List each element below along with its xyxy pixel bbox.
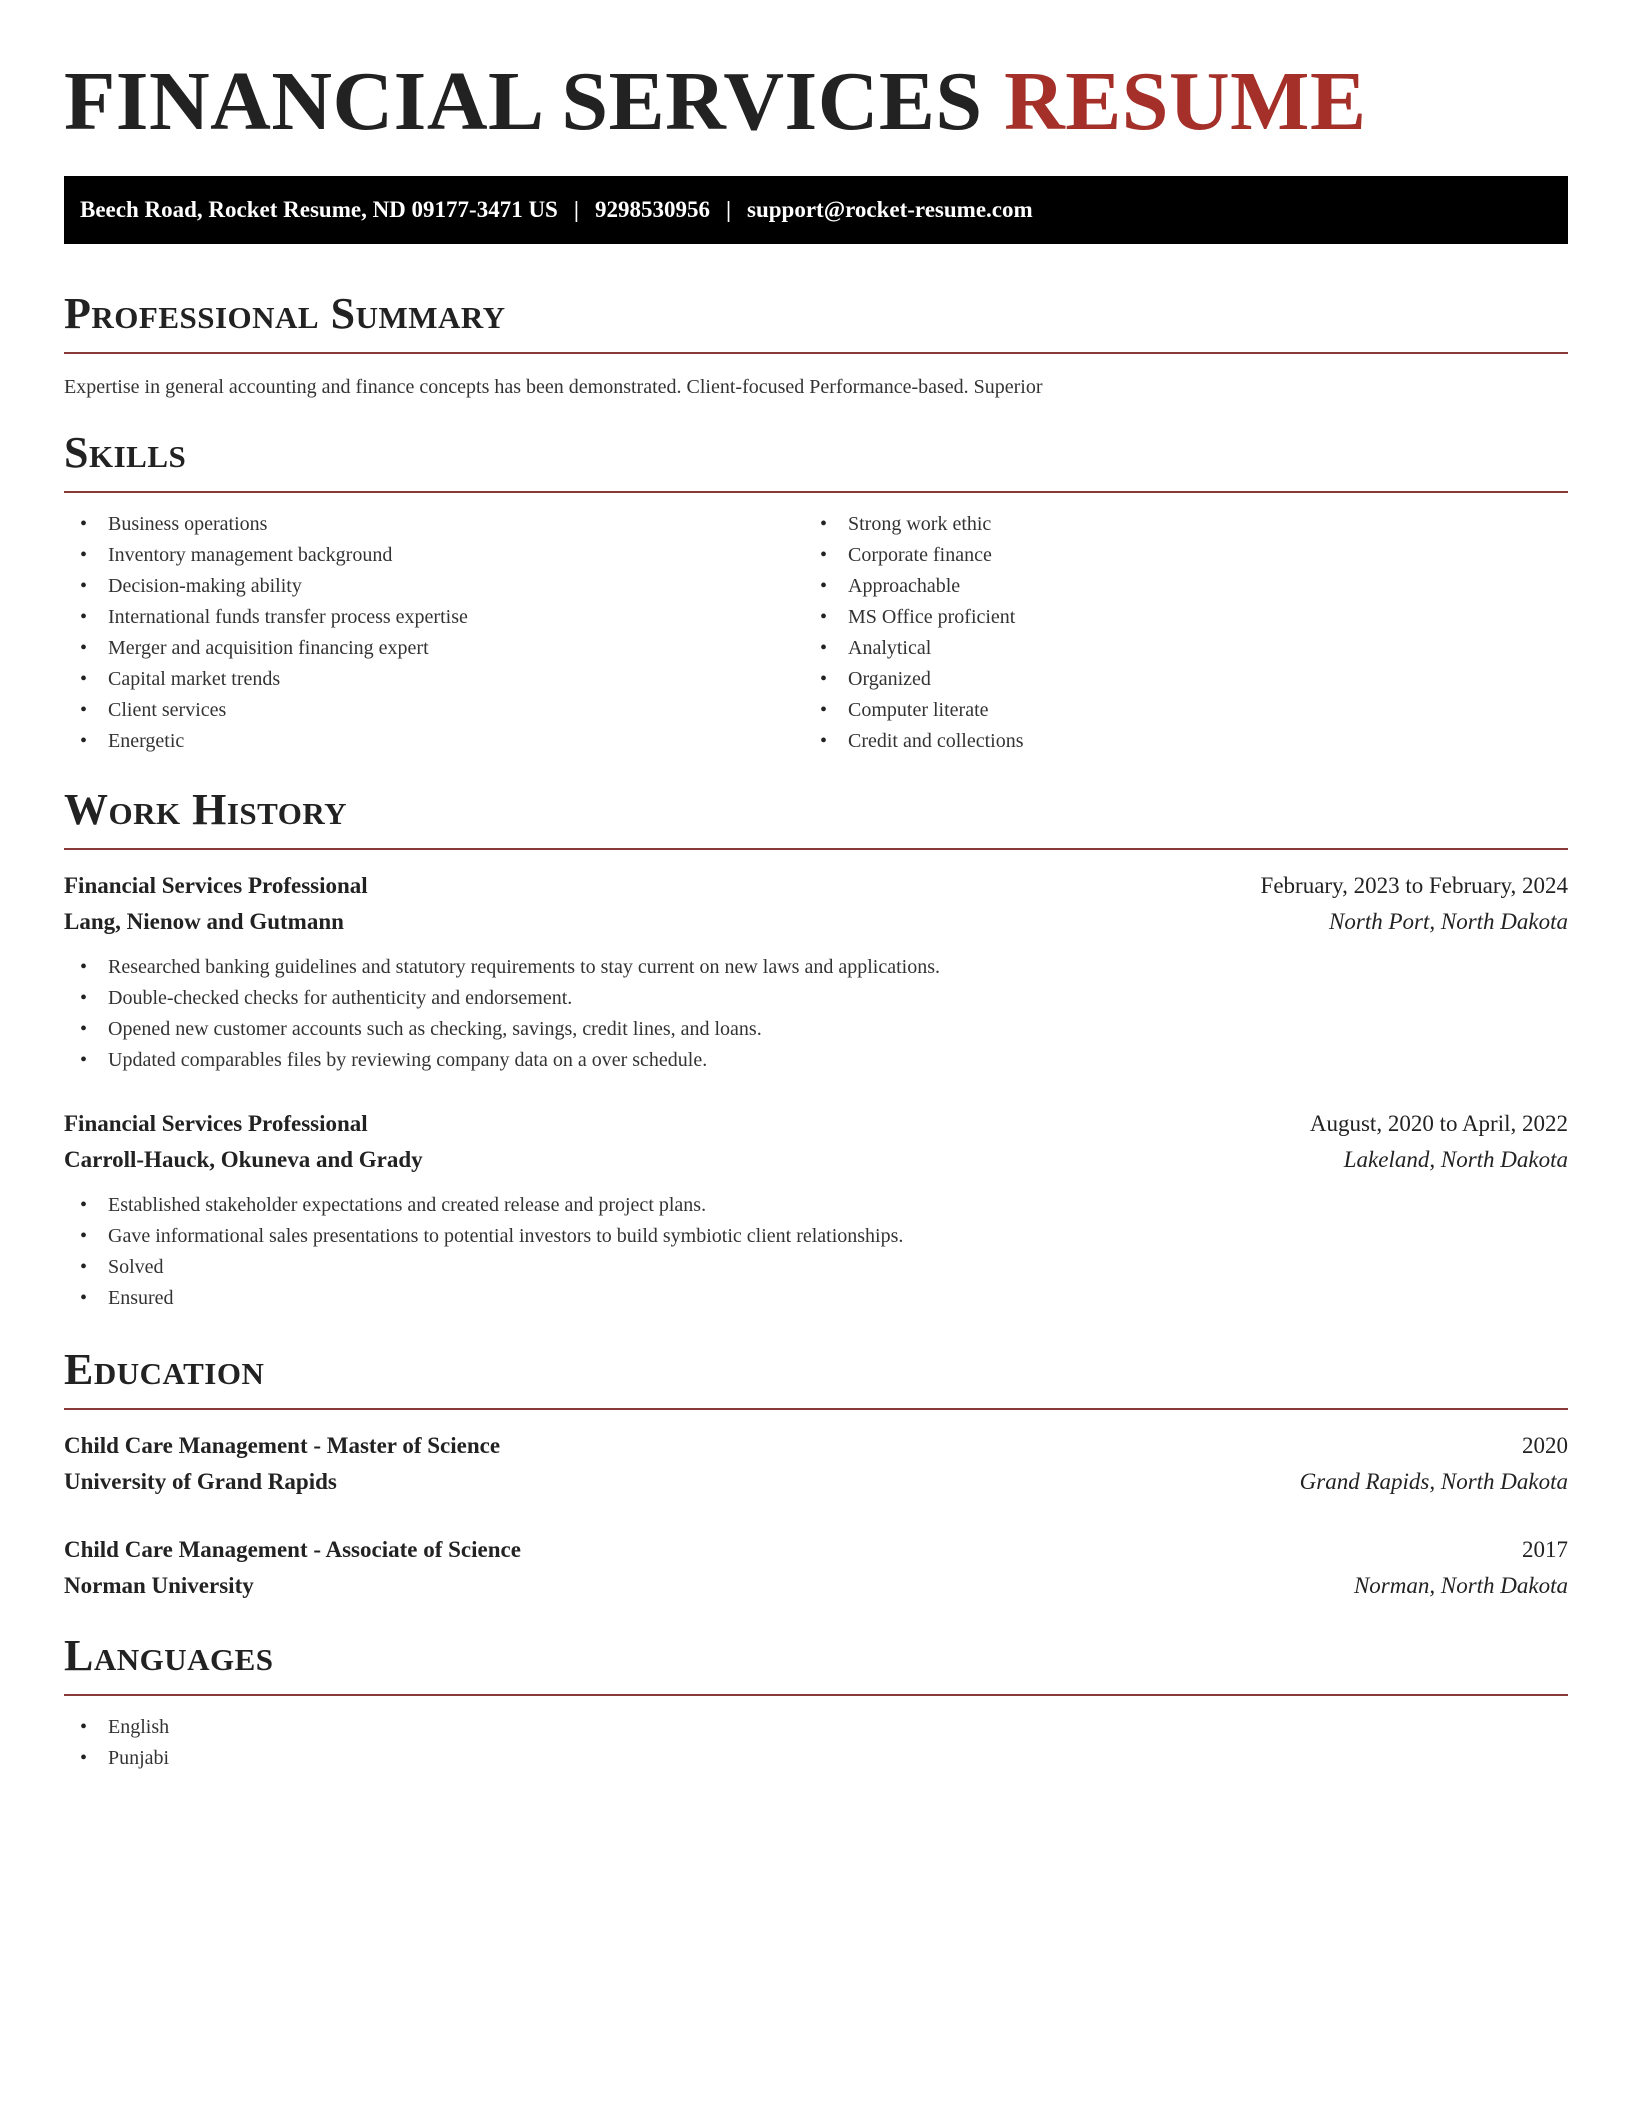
education-location: Norman, North Dakota (1353, 1573, 1568, 1598)
education-location: Grand Rapids, North Dakota (1299, 1469, 1568, 1494)
section-education (64, 1345, 1568, 1604)
skill-item: • Decision-making ability (64, 571, 804, 602)
skill-item: • Organized (804, 664, 1544, 695)
job-subheader (64, 904, 1568, 940)
resume-title-accent: RESUME (1004, 55, 1367, 148)
skill-item: • Merger and acquisition financing expert (64, 633, 804, 664)
section-work-history (64, 785, 1568, 1314)
job-dates: February, 2023 to February, 2024 (1260, 873, 1568, 898)
job-bullet: • Established stakeholder expectations and created release and project plans. (64, 1190, 1568, 1221)
job-position: Financial Services Professional (64, 873, 368, 898)
skill-item: • Client services (64, 695, 804, 726)
skill-item: • Credit and collections (804, 726, 1544, 757)
job-company: Lang, Nienow and Gutmann (64, 909, 344, 934)
resume-title (64, 55, 1568, 148)
section-title-skills: Skills (64, 431, 1568, 493)
job-bullet: • Opened new customer accounts such as checking, savings, credit lines, and loans. (64, 1014, 1568, 1045)
resume-title-main: FINANCIAL SERVICES (64, 55, 983, 148)
education-year: 2017 (1522, 1537, 1568, 1562)
resume-page (64, 0, 1568, 1769)
contact-address: Beech Road, Rocket Resume, ND 09177-3471 US (80, 197, 558, 222)
job-position: Financial Services Professional (64, 1111, 368, 1136)
job-bullets (64, 1190, 1568, 1314)
skill-item: • Analytical (804, 633, 1544, 664)
education-year: 2020 (1522, 1433, 1568, 1458)
skill-item: • Inventory management background (64, 540, 804, 571)
contact-bar (64, 176, 1568, 244)
job-dates: August, 2020 to April, 2022 (1309, 1111, 1568, 1136)
language-item: • Punjabi (64, 1743, 1568, 1774)
skills-list-left (64, 509, 804, 757)
job-entry (64, 868, 1568, 1076)
job-bullet: • Updated comparables files by reviewing company data on a over schedule. (64, 1045, 1568, 1076)
contact-email: support@rocket-resume.com (747, 197, 1033, 222)
education-subheader (64, 1464, 1568, 1500)
job-bullet: • Researched banking guidelines and statutory requirements to stay current on new laws and applications. (64, 952, 1568, 983)
skill-item: • Corporate finance (804, 540, 1544, 571)
section-title-work: Work History (64, 788, 1568, 850)
job-bullet: • Gave informational sales presentations to potential investors to build symbiotic client relationships. (64, 1221, 1568, 1252)
skill-item: • Energetic (64, 726, 804, 757)
job-location: Lakeland, North Dakota (1343, 1147, 1568, 1172)
skill-item: • Strong work ethic (804, 509, 1544, 540)
job-bullet: • Ensured (64, 1283, 1568, 1314)
education-header (64, 1428, 1568, 1464)
education-header (64, 1532, 1568, 1568)
education-degree: Child Care Management - Master of Science (64, 1433, 501, 1458)
education-degree: Child Care Management - Associate of Science (64, 1537, 521, 1562)
education-entry (64, 1532, 1568, 1604)
job-company: Carroll-Hauck, Okuneva and Grady (64, 1147, 423, 1172)
job-bullet: • Solved (64, 1252, 1568, 1283)
contact-phone: 9298530956 (594, 197, 710, 222)
skill-item: • International funds transfer process expertise (64, 602, 804, 633)
section-title-education: Education (64, 1348, 1568, 1410)
skill-item: • MS Office proficient (804, 602, 1544, 633)
section-skills (64, 428, 1568, 757)
job-subheader (64, 1142, 1568, 1178)
education-school: Norman University (64, 1573, 254, 1598)
section-summary (64, 289, 1568, 400)
skills-list-right (804, 509, 1544, 757)
skill-item: • Capital market trends (64, 664, 804, 695)
section-languages (64, 1631, 1568, 1774)
skill-item: • Approachable (804, 571, 1544, 602)
contact-separator: | (573, 197, 579, 222)
job-header (64, 868, 1568, 904)
skill-item: • Business operations (64, 509, 804, 540)
job-bullet: • Double-checked checks for authenticity and endorsement. (64, 983, 1568, 1014)
job-bullets (64, 952, 1568, 1076)
job-header (64, 1106, 1568, 1142)
contact-separator: | (725, 197, 732, 222)
languages-list (64, 1712, 1568, 1774)
education-school: University of Grand Rapids (64, 1469, 337, 1494)
skills-columns (64, 509, 1568, 757)
education-subheader (64, 1568, 1568, 1604)
job-entry (64, 1106, 1568, 1314)
job-location: North Port, North Dakota (1329, 909, 1568, 934)
language-item: • English (64, 1712, 1568, 1743)
section-title-languages: Languages (64, 1634, 1568, 1696)
summary-text: Expertise in general accounting and finance concepts has been demonstrated. Client-focused Performance-based. Superior (64, 376, 1043, 398)
education-entry (64, 1428, 1568, 1500)
skill-item: • Computer literate (804, 695, 1544, 726)
section-title-summary: Professional Summary (64, 292, 1568, 354)
